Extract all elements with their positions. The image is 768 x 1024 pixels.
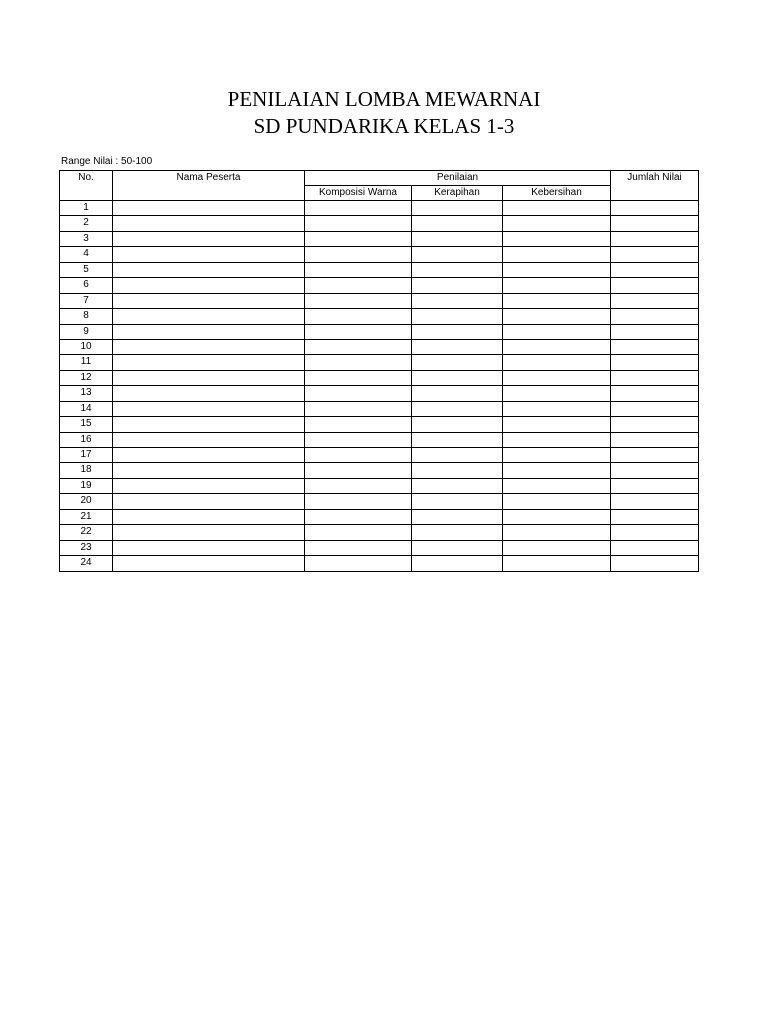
- cell-jumlah-nilai: [611, 509, 699, 524]
- cell-nama-peserta: [113, 370, 305, 385]
- cell-jumlah-nilai: [611, 448, 699, 463]
- table-row: [60, 463, 699, 478]
- table-row: [60, 324, 699, 339]
- row-number: 24: [60, 556, 113, 571]
- cell-komposisi-warna: [305, 448, 412, 463]
- cell-kerapihan: [412, 556, 503, 571]
- cell-kebersihan: [503, 309, 611, 324]
- cell-nama-peserta: [113, 262, 305, 277]
- header-kebersihan: Kebersihan: [503, 186, 611, 201]
- cell-komposisi-warna: [305, 231, 412, 246]
- cell-kebersihan: [503, 216, 611, 231]
- cell-jumlah-nilai: [611, 201, 699, 216]
- cell-kerapihan: [412, 278, 503, 293]
- cell-nama-peserta: [113, 324, 305, 339]
- row-number: 7: [60, 293, 113, 308]
- cell-nama-peserta: [113, 339, 305, 354]
- table-row: [60, 339, 699, 354]
- cell-kebersihan: [503, 201, 611, 216]
- cell-kebersihan: [503, 509, 611, 524]
- cell-nama-peserta: [113, 401, 305, 416]
- row-number: 8: [60, 309, 113, 324]
- table-row: [60, 370, 699, 385]
- table-row: [60, 494, 699, 509]
- cell-komposisi-warna: [305, 556, 412, 571]
- cell-kerapihan: [412, 231, 503, 246]
- row-number: 9: [60, 324, 113, 339]
- cell-nama-peserta: [113, 448, 305, 463]
- cell-kebersihan: [503, 417, 611, 432]
- cell-kebersihan: [503, 432, 611, 447]
- cell-kerapihan: [412, 478, 503, 493]
- row-number: 1: [60, 201, 113, 216]
- cell-kerapihan: [412, 417, 503, 432]
- row-number: 4: [60, 247, 113, 262]
- table-row: [60, 231, 699, 246]
- cell-nama-peserta: [113, 432, 305, 447]
- table-row: [60, 401, 699, 416]
- cell-kebersihan: [503, 494, 611, 509]
- cell-komposisi-warna: [305, 417, 412, 432]
- cell-komposisi-warna: [305, 262, 412, 277]
- cell-nama-peserta: [113, 216, 305, 231]
- row-number: 3: [60, 231, 113, 246]
- cell-kebersihan: [503, 401, 611, 416]
- cell-kebersihan: [503, 540, 611, 555]
- cell-kerapihan: [412, 370, 503, 385]
- cell-nama-peserta: [113, 201, 305, 216]
- cell-jumlah-nilai: [611, 478, 699, 493]
- header-penilaian: Penilaian: [305, 171, 611, 186]
- cell-komposisi-warna: [305, 540, 412, 555]
- cell-jumlah-nilai: [611, 231, 699, 246]
- table-row: [60, 278, 699, 293]
- cell-kerapihan: [412, 494, 503, 509]
- row-number: 22: [60, 525, 113, 540]
- table-row: [60, 247, 699, 262]
- cell-jumlah-nilai: [611, 324, 699, 339]
- cell-jumlah-nilai: [611, 417, 699, 432]
- cell-komposisi-warna: [305, 278, 412, 293]
- cell-kebersihan: [503, 478, 611, 493]
- cell-komposisi-warna: [305, 386, 412, 401]
- cell-nama-peserta: [113, 525, 305, 540]
- cell-komposisi-warna: [305, 401, 412, 416]
- header-no: No.: [60, 171, 113, 201]
- row-number: 17: [60, 448, 113, 463]
- cell-komposisi-warna: [305, 309, 412, 324]
- header-nama-peserta: Nama Peserta: [113, 171, 305, 201]
- row-number: 16: [60, 432, 113, 447]
- cell-kerapihan: [412, 432, 503, 447]
- cell-kebersihan: [503, 262, 611, 277]
- row-number: 2: [60, 216, 113, 231]
- cell-komposisi-warna: [305, 509, 412, 524]
- cell-nama-peserta: [113, 556, 305, 571]
- row-number: 15: [60, 417, 113, 432]
- table-row: [60, 509, 699, 524]
- cell-komposisi-warna: [305, 247, 412, 262]
- cell-kerapihan: [412, 201, 503, 216]
- cell-jumlah-nilai: [611, 525, 699, 540]
- scoring-table: [59, 170, 699, 572]
- cell-kerapihan: [412, 309, 503, 324]
- cell-komposisi-warna: [305, 216, 412, 231]
- cell-nama-peserta: [113, 247, 305, 262]
- cell-kebersihan: [503, 293, 611, 308]
- cell-jumlah-nilai: [611, 463, 699, 478]
- cell-kerapihan: [412, 401, 503, 416]
- row-number: 23: [60, 540, 113, 555]
- table-row: [60, 556, 699, 571]
- cell-nama-peserta: [113, 293, 305, 308]
- table-row: [60, 216, 699, 231]
- cell-komposisi-warna: [305, 432, 412, 447]
- cell-kerapihan: [412, 540, 503, 555]
- row-number: 21: [60, 509, 113, 524]
- cell-komposisi-warna: [305, 370, 412, 385]
- table-row: [60, 478, 699, 493]
- cell-komposisi-warna: [305, 293, 412, 308]
- cell-jumlah-nilai: [611, 293, 699, 308]
- cell-kebersihan: [503, 355, 611, 370]
- cell-nama-peserta: [113, 494, 305, 509]
- cell-kebersihan: [503, 231, 611, 246]
- cell-kerapihan: [412, 293, 503, 308]
- cell-nama-peserta: [113, 417, 305, 432]
- header-jumlah-nilai: Jumlah Nilai: [611, 171, 699, 201]
- cell-kerapihan: [412, 386, 503, 401]
- table-row: [60, 540, 699, 555]
- cell-komposisi-warna: [305, 478, 412, 493]
- cell-jumlah-nilai: [611, 309, 699, 324]
- range-label: Range Nilai : 50-100: [61, 156, 153, 167]
- cell-kebersihan: [503, 463, 611, 478]
- cell-nama-peserta: [113, 231, 305, 246]
- cell-kerapihan: [412, 525, 503, 540]
- cell-kebersihan: [503, 525, 611, 540]
- row-number: 10: [60, 339, 113, 354]
- cell-jumlah-nilai: [611, 247, 699, 262]
- header-kerapihan: Kerapihan: [412, 186, 503, 201]
- cell-kerapihan: [412, 509, 503, 524]
- table-row: [60, 201, 699, 216]
- row-number: 12: [60, 370, 113, 385]
- cell-jumlah-nilai: [611, 540, 699, 555]
- document-title: [0, 86, 768, 140]
- cell-jumlah-nilai: [611, 494, 699, 509]
- cell-kebersihan: [503, 278, 611, 293]
- row-number: 13: [60, 386, 113, 401]
- cell-komposisi-warna: [305, 324, 412, 339]
- cell-nama-peserta: [113, 278, 305, 293]
- cell-komposisi-warna: [305, 355, 412, 370]
- row-number: 14: [60, 401, 113, 416]
- table-body: [60, 201, 699, 572]
- title-line-1: PENILAIAN LOMBA MEWARNAI: [227, 87, 541, 111]
- cell-jumlah-nilai: [611, 401, 699, 416]
- cell-kerapihan: [412, 216, 503, 231]
- cell-kebersihan: [503, 556, 611, 571]
- table-row: [60, 525, 699, 540]
- row-number: 19: [60, 478, 113, 493]
- cell-kerapihan: [412, 339, 503, 354]
- table-row: [60, 417, 699, 432]
- row-number: 20: [60, 494, 113, 509]
- cell-kebersihan: [503, 448, 611, 463]
- row-number: 18: [60, 463, 113, 478]
- cell-jumlah-nilai: [611, 355, 699, 370]
- cell-kerapihan: [412, 247, 503, 262]
- cell-nama-peserta: [113, 478, 305, 493]
- row-number: 11: [60, 355, 113, 370]
- cell-jumlah-nilai: [611, 432, 699, 447]
- table-row: [60, 355, 699, 370]
- table-row: [60, 262, 699, 277]
- cell-nama-peserta: [113, 463, 305, 478]
- row-number: 6: [60, 278, 113, 293]
- title-line-2: SD PUNDARIKA KELAS 1-3: [253, 114, 515, 138]
- cell-komposisi-warna: [305, 494, 412, 509]
- table-row: [60, 386, 699, 401]
- row-number: 5: [60, 262, 113, 277]
- cell-komposisi-warna: [305, 525, 412, 540]
- cell-jumlah-nilai: [611, 386, 699, 401]
- cell-kerapihan: [412, 262, 503, 277]
- cell-komposisi-warna: [305, 339, 412, 354]
- cell-kebersihan: [503, 247, 611, 262]
- cell-nama-peserta: [113, 386, 305, 401]
- cell-jumlah-nilai: [611, 370, 699, 385]
- header-komposisi-warna: Komposisi Warna: [305, 186, 412, 201]
- cell-nama-peserta: [113, 540, 305, 555]
- cell-nama-peserta: [113, 309, 305, 324]
- cell-jumlah-nilai: [611, 262, 699, 277]
- cell-kebersihan: [503, 370, 611, 385]
- cell-kerapihan: [412, 448, 503, 463]
- cell-jumlah-nilai: [611, 278, 699, 293]
- cell-jumlah-nilai: [611, 556, 699, 571]
- table-row: [60, 309, 699, 324]
- cell-kerapihan: [412, 463, 503, 478]
- table-row: [60, 293, 699, 308]
- table-row: [60, 448, 699, 463]
- cell-kebersihan: [503, 339, 611, 354]
- cell-kebersihan: [503, 386, 611, 401]
- cell-kerapihan: [412, 355, 503, 370]
- cell-nama-peserta: [113, 355, 305, 370]
- table-row: [60, 432, 699, 447]
- cell-kerapihan: [412, 324, 503, 339]
- cell-jumlah-nilai: [611, 216, 699, 231]
- cell-kebersihan: [503, 324, 611, 339]
- cell-jumlah-nilai: [611, 339, 699, 354]
- cell-komposisi-warna: [305, 463, 412, 478]
- cell-komposisi-warna: [305, 201, 412, 216]
- cell-nama-peserta: [113, 509, 305, 524]
